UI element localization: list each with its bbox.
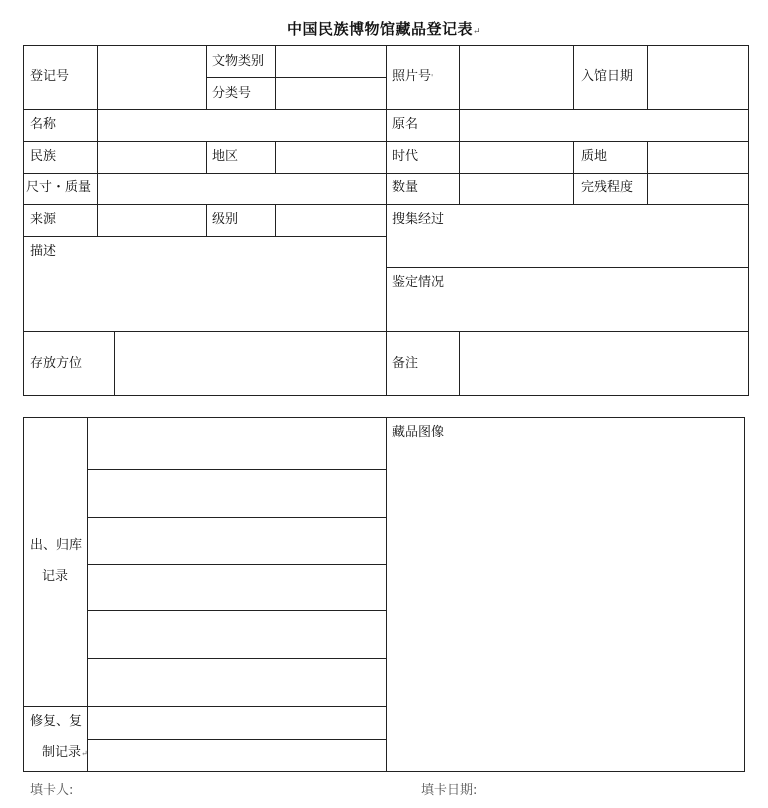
remarks-label: 备注 xyxy=(392,356,419,371)
collection-image-label: 藏品图像 xyxy=(392,425,445,440)
original-name-value[interactable] xyxy=(460,110,748,141)
in-out-record-label-line1: 出、归库 xyxy=(30,538,83,553)
completeness-value[interactable] xyxy=(648,174,748,204)
repair-record-label-line2: 制记录↵ xyxy=(42,745,88,760)
registration-no-label: 登记号 xyxy=(30,69,70,84)
fill-date-label: 填卡日期: xyxy=(421,783,478,798)
form-title: 中国民族博物馆藏品登记表↵ xyxy=(286,20,482,38)
ethnicity-label: 民族 xyxy=(30,149,57,164)
appraisal-area[interactable] xyxy=(387,293,748,331)
source-label: 来源 xyxy=(30,212,57,227)
description-area[interactable] xyxy=(24,262,386,331)
entry-date-label: 入馆日期 xyxy=(581,69,634,84)
photo-no-value[interactable] xyxy=(460,46,573,109)
storage-location-value[interactable] xyxy=(115,332,386,395)
classification-no-value[interactable] xyxy=(276,78,386,109)
ethnicity-value[interactable] xyxy=(98,142,206,173)
size-quality-value[interactable] xyxy=(98,174,386,204)
collection-process-area[interactable] xyxy=(387,230,748,267)
entry-date-value[interactable] xyxy=(648,46,748,109)
storage-location-label: 存放方位 xyxy=(30,356,83,371)
region-value[interactable] xyxy=(276,142,386,173)
in-out-record-row[interactable] xyxy=(88,518,386,564)
name-value[interactable] xyxy=(98,110,386,141)
size-quality-label: 尺寸・质量 xyxy=(26,180,92,195)
material-label: 质地 xyxy=(581,149,608,164)
repair-record-row[interactable] xyxy=(88,740,386,771)
classification-no-label: 分类号 xyxy=(212,86,252,101)
in-out-record-label-line2: 记录 xyxy=(42,569,69,584)
in-out-record-row[interactable] xyxy=(88,565,386,610)
registration-no-value[interactable] xyxy=(98,46,206,109)
original-name-label: 原名 xyxy=(392,117,419,132)
in-out-record-row[interactable] xyxy=(88,611,386,658)
name-label: 名称 xyxy=(30,117,57,132)
filler-label: 填卡人: xyxy=(30,783,74,798)
appraisal-label: 鉴定情况 xyxy=(392,275,445,290)
collection-process-label: 搜集经过 xyxy=(392,212,445,227)
era-label: 时代 xyxy=(392,149,419,164)
grade-value[interactable] xyxy=(276,205,386,236)
collection-image-area[interactable] xyxy=(387,446,744,771)
repair-record-row[interactable] xyxy=(88,707,386,739)
description-label: 描述 xyxy=(30,244,57,259)
artifact-category-label: 文物类别 xyxy=(212,54,265,69)
return-mark-icon: ↵ xyxy=(81,749,88,758)
material-value[interactable] xyxy=(648,142,748,173)
grade-label: 级别 xyxy=(212,212,239,227)
era-value[interactable] xyxy=(460,142,573,173)
region-label: 地区 xyxy=(212,149,239,164)
in-out-record-row[interactable] xyxy=(88,418,386,469)
repair-record-label-line1: 修复、复 xyxy=(30,714,83,729)
artifact-category-value[interactable] xyxy=(276,46,386,77)
source-value[interactable] xyxy=(98,205,206,236)
quantity-label: 数量 xyxy=(392,180,419,195)
quantity-value[interactable] xyxy=(460,174,573,204)
photo-no-label: 照片号' xyxy=(392,69,434,84)
remarks-value[interactable] xyxy=(460,332,748,395)
in-out-record-row[interactable] xyxy=(88,470,386,517)
return-mark-icon: ↵ xyxy=(472,27,482,37)
in-out-record-row[interactable] xyxy=(88,659,386,706)
completeness-label: 完残程度 xyxy=(581,180,634,195)
